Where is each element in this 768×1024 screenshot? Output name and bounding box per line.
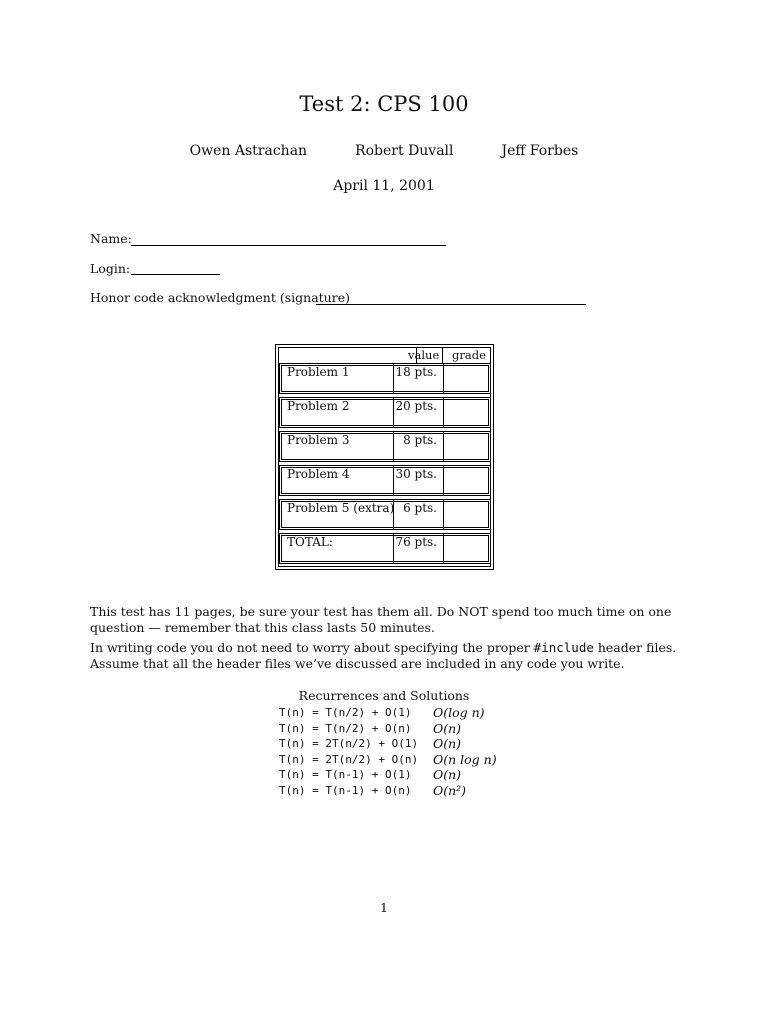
column-divider (393, 431, 394, 462)
total-value: 76 pts. (395, 535, 437, 549)
author-name: Robert Duvall (355, 143, 454, 159)
column-divider (443, 431, 444, 462)
recurrence-equation: T(n) = T(n-1) + O(1) (279, 768, 412, 781)
recurrences-table (0, 705, 768, 805)
recurrence-solution: O(n) (433, 767, 462, 782)
page-title: Test 2: CPS 100 (299, 92, 469, 116)
problem-value: 18 pts. (395, 365, 437, 379)
signature-field[interactable] (316, 304, 586, 305)
table-row (279, 465, 491, 496)
test-date: April 11, 2001 (333, 178, 435, 194)
recurrence-equation: T(n) = T(n/2) + O(1) (279, 706, 412, 719)
table-row (279, 499, 491, 530)
instructions-paragraph: This test has 11 pages, be sure your test has them all. Do NOT spend too much time on one question — remember that this class lasts 50 minutes. (90, 604, 672, 635)
column-divider (443, 499, 444, 530)
column-divider (443, 397, 444, 428)
column-divider (443, 363, 444, 394)
problem-label: Problem 1 (287, 365, 350, 379)
recurrence-solution: O(n) (433, 736, 462, 751)
author-name: Owen Astrachan (189, 143, 308, 159)
total-label: TOTAL: (287, 535, 333, 549)
recurrence-solution: O(n) (433, 720, 462, 736)
problem-label: Problem 4 (287, 467, 350, 481)
author-list (0, 143, 768, 159)
recurrences-title: Recurrences and Solutions (298, 688, 470, 703)
recurrence-equation: T(n) = T(n/2) + O(n) (279, 721, 412, 735)
name-label: Name: (90, 231, 132, 246)
column-divider (393, 465, 394, 496)
recurrence-equation: T(n) = 2T(n/2) + O(1) (279, 737, 419, 750)
column-divider (442, 347, 443, 363)
problem-value: 8 pts. (403, 433, 437, 447)
recurrence-solution: O(n log n) (433, 751, 497, 767)
column-divider (393, 533, 394, 564)
problem-label: Problem 5 (extra) (287, 501, 395, 515)
honor-code-label: Honor code acknowledgment (signature) (90, 290, 350, 305)
problem-label: Problem 3 (287, 433, 350, 447)
login-label: Login: (90, 261, 131, 276)
problem-value: 20 pts. (395, 399, 437, 413)
recurrence-equation: T(n) = T(n-1) + O(n) (279, 783, 412, 797)
table-row (279, 363, 491, 394)
column-divider (393, 397, 394, 428)
page-number: 1 (380, 900, 388, 915)
grade-header: grade (452, 348, 486, 362)
recurrence-solution: O(log n) (433, 705, 485, 720)
problem-value: 30 pts. (395, 467, 437, 481)
table-row (279, 431, 491, 462)
table-row (279, 397, 491, 428)
include-note-text: In writing code you do not need to worry about specifying the proper (90, 640, 534, 655)
problem-label: Problem 2 (287, 399, 350, 413)
grade-table (275, 344, 494, 570)
column-divider (443, 465, 444, 496)
recurrence-equation: T(n) = 2T(n/2) + O(n) (279, 752, 419, 766)
table-row (279, 533, 491, 564)
problem-value: 6 pts. (403, 501, 437, 515)
include-directive: #include (533, 640, 594, 655)
login-field[interactable] (131, 274, 220, 275)
author-name: Jeff Forbes (501, 143, 579, 159)
recurrence-solution: O(n²) (433, 782, 467, 798)
column-divider (393, 363, 394, 394)
include-note-paragraph (90, 640, 690, 672)
include-note-text: header files. Assume that all the header files we’ve discussed are included in any code you write. (90, 640, 677, 671)
value-header: value (408, 348, 440, 362)
column-divider (443, 533, 444, 564)
name-field[interactable] (131, 245, 446, 246)
